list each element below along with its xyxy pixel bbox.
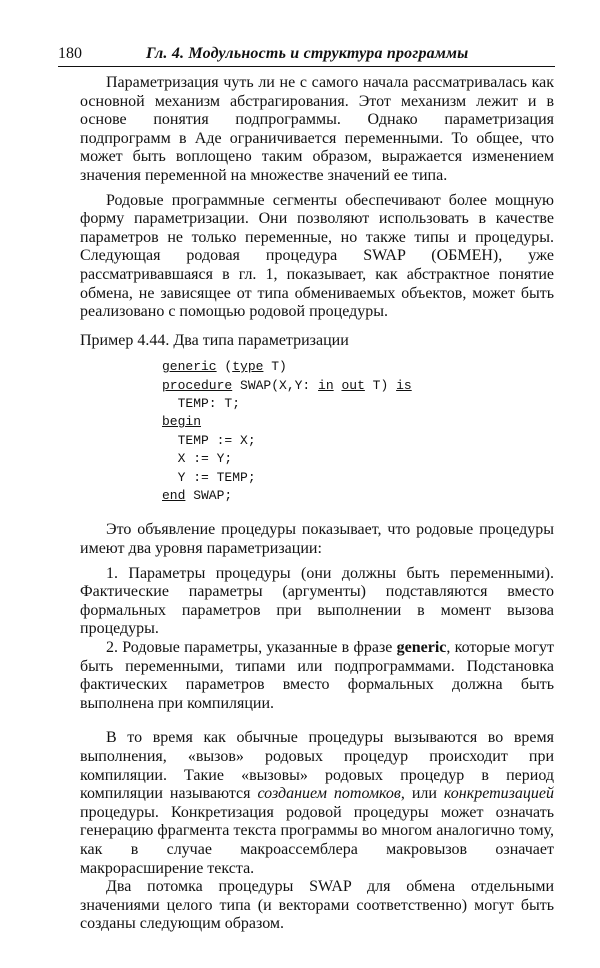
code-listing	[162, 358, 554, 505]
code-line: procedure SWAP(X,Y: in out T) is	[162, 377, 412, 393]
code-line: end SWAP;	[162, 488, 233, 504]
paragraph-instantiation: В то время как обычные процедуры вызываются во время выполнения, «вызов» родовых процедур происходит при компиляции. Такие «вызовы» родовых процедур в период компиляции называются созданием потомков, или конкретизацией процедуры. Конкретизация родовой процедуры может означать генерацию фрагмента текста программы во многом аналогично тому, как в случае макроассемблера макровызов означает макрорасширение текста.	[80, 729, 555, 877]
code-line: begin	[162, 414, 202, 430]
code-line: Y := TEMP;	[162, 469, 256, 485]
list-item-procedure-params: 1. Параметры процедуры (они должны быть переменными). Фактические параметры (аргументы) подставляются вместо формальных параметров при выполнении в момент вызова процедуры.	[80, 564, 554, 638]
page-header	[58, 42, 555, 67]
paragraph-swap-descendants: Два потомка процедуры SWAP для обмена отдельными значениями целого типа (и векторами соответственно) могут быть созданы следующим образом.	[80, 878, 554, 933]
page-number: 180	[58, 45, 82, 62]
list-item-generic-params: 2. Родовые параметры, указанные в фразе generic, которые могут быть переменными, типами или подпрограммами. Подстановка фактических параметров вместо формальных должна быть выполнена при компиляции.	[80, 639, 554, 712]
page-body	[80, 74, 554, 934]
paragraph-two-levels: Это объявление процедуры показывает, что родовые процедуры имеют два уровня параметризации:	[80, 521, 554, 558]
paragraph-generic-segments: Родовые программные сегменты обеспечивают более мощную форму параметризации. Они позволяют использовать в качестве параметров не только переменные, но также типы и процедуры. Следующая родовая процедура SWAP (ОБМЕН), уже рассматривавшаяся в гл. 1, показывает, как абстрактное понятие обмена, не зависящее от типа обмениваемых объектов, может быть реализовано с помощью родовой процедуры.	[80, 191, 554, 321]
code-line: TEMP := X;	[162, 432, 256, 448]
code-line: X := Y;	[162, 451, 233, 467]
code-line: TEMP: T;	[162, 396, 241, 412]
running-title: Гл. 4. Модульность и структура программы	[146, 45, 469, 62]
paragraph-parametrization: Параметризация чуть ли не с самого начала рассматривалась как основной механизм абстрагирования. Этот механизм лежит и в основе понятия подпрограммы. Однако параметризация подпрограмм в Аде ограничивается переменными. То общее, что может быть воплощено таким образом, выражается изменением значения переменной на множестве значений ее типа.	[80, 74, 554, 184]
code-line: generic (type T)	[162, 359, 287, 375]
example-title: Пример 4.44. Два типа параметризации	[80, 331, 349, 349]
